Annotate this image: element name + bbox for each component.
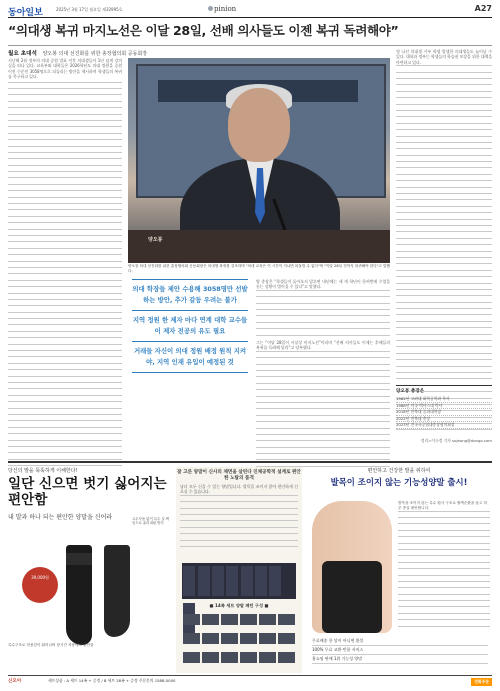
- phone-order-button[interactable]: 전화주문: [471, 678, 492, 686]
- ad-brand[interactable]: 신모아: [8, 679, 22, 684]
- byline: [8, 49, 388, 57]
- section-label: [208, 5, 236, 13]
- interview-photo[interactable]: [128, 58, 390, 263]
- masthead: [8, 4, 492, 18]
- sock-set-ad[interactable]: [176, 467, 302, 673]
- profile-item: 1982년 고려대 화학공학과 학사: [396, 396, 492, 403]
- podium-nameplate: 양오봉: [148, 237, 163, 243]
- ad-subline: 내 발과 하나 되는 편안한 양말을 신어라: [8, 514, 113, 521]
- article-column-2c: [256, 340, 390, 472]
- article-column-2b: [256, 279, 390, 341]
- article-headline: “의대생 복귀 마지노선은 이달 28일, 선배 의사들도 이젠 복귀 독려해야”: [8, 23, 399, 38]
- quote-rule-bottom: [132, 372, 248, 373]
- sock-image-left: [66, 545, 92, 645]
- profile-item: 1988년 미국 텍사스대 박사: [396, 403, 492, 410]
- function-ad-body: [398, 501, 490, 632]
- ad-section-divider: [8, 461, 492, 463]
- sock-swatch-strip: [182, 563, 296, 599]
- section-name: pinion: [214, 5, 237, 13]
- profile-item: 2018년 전북대 공과대학장: [396, 409, 492, 416]
- pull-quote-1: 의대 학장들 제안 수용해 3058명만 선발하는 방안, 추가 갈등 우려는 불가: [132, 285, 248, 304]
- function-ad-body-text: 발목을 조이지 않는 특수 원사 구조로 혈액순환을 돕고 하루 종일 편안합니다.: [398, 501, 487, 510]
- function-sock-ad[interactable]: [306, 467, 492, 673]
- photo-caption: 양오봉 의대 선진화를 위한 총장협의회 공동회장은 의대생 복귀를 강조하며 "의대 교육은 이 시간이 지나면 되돌릴 수 없다"며 "이달 28일 전까지 복귀해야 한다"고 말했다.: [128, 264, 390, 273]
- set-ad-body: 남녀 모두 신을 수 있는 양말입니다. 발목을 조이지 않아 편안하게 신으실 수 있습니다.: [180, 484, 298, 495]
- article-paragraph: 정 나선 의대생 거부 학생 발생한 의대생들도 늘어날 수 있다. 대학과 정부는 학생들의 학습권 보장을 위한 대책을 마련하고 있다.: [396, 49, 492, 65]
- pull-quote-box: [128, 279, 252, 373]
- face: [228, 88, 290, 162]
- leg-image: [312, 501, 392, 633]
- article-column-1: [8, 58, 122, 456]
- article-paragraph: 지난해 2월 정부의 의대 증원 발표 이후 의대생들이 1년 넘게 강의실을 떠나 있다. 교육부와 대학들은 2026학년도 의대 정원을 증원 이전 수준인 3058명으로 되돌리는 방안을 제시하며 학생들의 복귀를 촉구하고 있다.: [8, 58, 122, 80]
- opinion-o-icon: [208, 6, 213, 11]
- price-badge[interactable]: [22, 567, 58, 603]
- ad-headline: 일단 신으면 벗기 싫어지는 편안함: [8, 476, 167, 508]
- sock-image-right: [104, 545, 130, 637]
- profile-title: 양오봉 총장은: [396, 389, 425, 394]
- ad-callouts: 고무사용 없이 특수 실 짜임으로 흘러내림 방지: [132, 517, 170, 526]
- dateline: 2025년 3월 17일 월요일 제32995호: [56, 7, 123, 12]
- ad-features: 특수구조로 착용감이 뛰어나며 장시간 착용에도 편안함: [8, 643, 94, 647]
- price-value: 39,000원: [31, 575, 49, 580]
- sock-ad[interactable]: [8, 467, 172, 673]
- text-lines: [256, 351, 390, 472]
- text-lines: [256, 290, 390, 341]
- column-tag: 월요 초대석: [8, 51, 37, 57]
- pull-quote-2: 지역 정원 한 제자 마다 연계 대학 교수들이 제자 전공의 유도 필요: [132, 316, 248, 335]
- profile-item: 2023년 전국국공립대총장협의회장: [396, 422, 492, 429]
- pull-quote-3: 거래들 자신이 의대 정원 배정 원칙 지켜야, 지역 인재 유입이 예정된 것: [133, 347, 247, 366]
- text-lines: [396, 65, 492, 436]
- cta-item[interactable]: 무료배송 한 달이 아니면 환불: [312, 637, 488, 646]
- profile-item: 2022년 전북대 총장: [396, 416, 492, 423]
- ad-order-info: 세트상품 : A 세트 14족 + 증정 / B 세트 28족 + 증정 주문문의 1588-0000: [48, 678, 176, 683]
- function-ad-headline: 발목이 조이지 않는 기능성양말 출시!: [330, 477, 468, 487]
- text-lines: [398, 511, 490, 632]
- ad-kicker: 당신의 발을 뚝뚝하게 이해한다!: [8, 468, 78, 474]
- text-lines: [8, 82, 122, 491]
- function-ad-cta: [312, 637, 488, 664]
- headline-divider: [8, 45, 492, 46]
- profile-box: [396, 385, 492, 429]
- cta-item[interactable]: 홈쇼핑 판매 1위 기능성 양말: [312, 655, 488, 664]
- set-grid: [182, 611, 296, 668]
- newspaper-logo[interactable]: 동아일보: [8, 8, 43, 18]
- ad-footer: [8, 675, 492, 690]
- set-title: ■ 14족 세트 양말 패턴 구성 ■: [209, 603, 269, 608]
- cta-item[interactable]: 100% 무료 교환·반품 서비스: [312, 646, 488, 655]
- article-paragraph: 양 총장은 “학생들이 돌아오지 않으면 내년에는 세 개 학년이 한꺼번에 수업을 듣는 상황이 벌어질 수 있다”고 말했다.: [256, 279, 390, 290]
- text-lines: [180, 495, 298, 553]
- set-ad-headline: 잘 고른 양말이 신사의 체면을 살린다 인체공학적 설계로 편안한 노탑의 품격: [177, 470, 301, 481]
- page-number: A27: [474, 4, 492, 13]
- reporter-signature[interactable]: 정리=이소정 기자 sojeong@donga.com: [420, 437, 492, 443]
- article-paragraph: 그는 “이달 28일이 사실상 마지노선”이라며 “선배 의사들도 이제는 후배들의 복귀를 독려해 달라”고 당부했다.: [256, 340, 390, 351]
- interviewee-affiliation: 양오봉 의대 선진화를 위한 총장협의회 공동회장: [42, 51, 148, 57]
- function-ad-kicker: 편안하고 건강한 발을 위하여: [367, 468, 431, 474]
- podium: [128, 230, 390, 263]
